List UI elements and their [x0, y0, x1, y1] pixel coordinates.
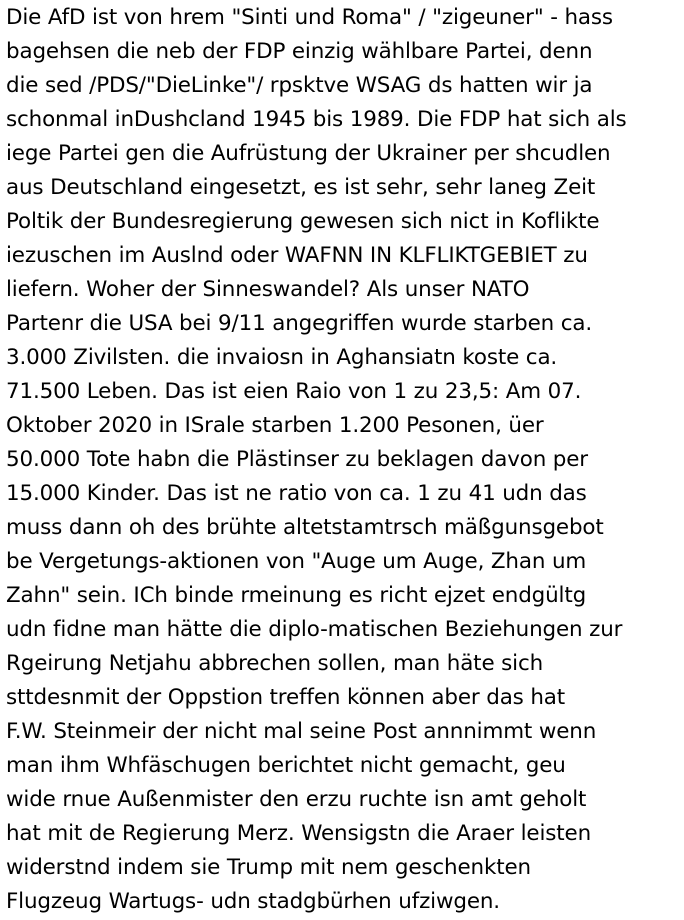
text-line-24: wide rnue Außenmister den erzu ruchte isn amt geholt: [6, 787, 587, 812]
text-line-4: schonmal inDushcland 1945 bis 1989. Die FDP hat sich als: [6, 107, 627, 132]
text-line-16: muss dann oh des brühte altetstamtrsch mäßgunsgebot: [6, 515, 604, 540]
text-line-15: 15.000 Kinder. Das ist ne ratio von ca. 1 zu 41 udn das: [6, 481, 587, 506]
text-line-26: widerstnd indem sie Trump mit nem geschenkten: [6, 855, 531, 880]
text-line-2: bagehsen die neb der FDP einzig wählbare Partei, denn: [6, 39, 593, 64]
text-line-25: hat mit de Regierung Merz. Wensigstn die Araer leisten: [6, 821, 592, 846]
text-line-5: iege Partei gen die Aufrüstung der Ukrainer per shcudlen: [6, 141, 611, 166]
text-line-12: 71.500 Leben. Das ist eien Raio von 1 zu 23,5: Am 07.: [6, 379, 582, 404]
text-line-7: Poltik der Bundesregierung gewesen sich nict in Koflikte: [6, 209, 600, 234]
text-line-1: Die AfD ist von hrem "Sinti und Roma" / "zigeuner" - hass: [6, 5, 613, 30]
text-document: [6, 0, 682, 920]
text-line-17: be Vergetungs-aktionen von "Auge um Auge, Zhan um: [6, 549, 587, 574]
text-line-9: liefern. Woher der Sinneswandel? Als unser NATO: [6, 277, 530, 302]
text-line-3: die sed /PDS/"DieLinke"/ rpsktve WSAG ds hatten wir ja: [6, 73, 593, 98]
text-line-6: aus Deutschland eingesetzt, es ist sehr, sehr laneg Zeit: [6, 175, 596, 200]
text-line-21: sttdesnmit der Oppstion treffen können aber das hat: [6, 685, 566, 710]
text-line-11: 3.000 Zivilsten. die invaiosn in Aghansiatn koste ca.: [6, 345, 558, 370]
text-line-10: Partenr die USA bei 9/11 angegriffen wurde starben ca.: [6, 311, 593, 336]
text-line-23: man ihm Whfäschugen berichtet nicht gemacht, geu: [6, 753, 566, 778]
text-line-22: F.W. Steinmeir der nicht mal seine Post annnimmt wenn: [6, 719, 597, 744]
text-line-14: 50.000 Tote habn die Plästinser zu beklagen davon per: [6, 447, 588, 472]
text-line-27: Flugzeug Wartugs- udn stadgbürhen ufziwgen.: [6, 889, 500, 914]
text-line-20: Rgeirung Netjahu abbrechen sollen, man häte sich: [6, 651, 544, 676]
text-line-13: Oktober 2020 in ISrale starben 1.200 Pesonen, üer: [6, 413, 544, 438]
text-line-19: udn fidne man hätte die diplo-matischen Beziehungen zur: [6, 617, 623, 642]
text-line-18: Zahn" sein. ICh binde rmeinung es richt ejzet endgültg: [6, 583, 587, 608]
text-line-8: iezuschen im Auslnd oder WAFNN IN KLFLIKTGEBIET zu: [6, 243, 588, 268]
